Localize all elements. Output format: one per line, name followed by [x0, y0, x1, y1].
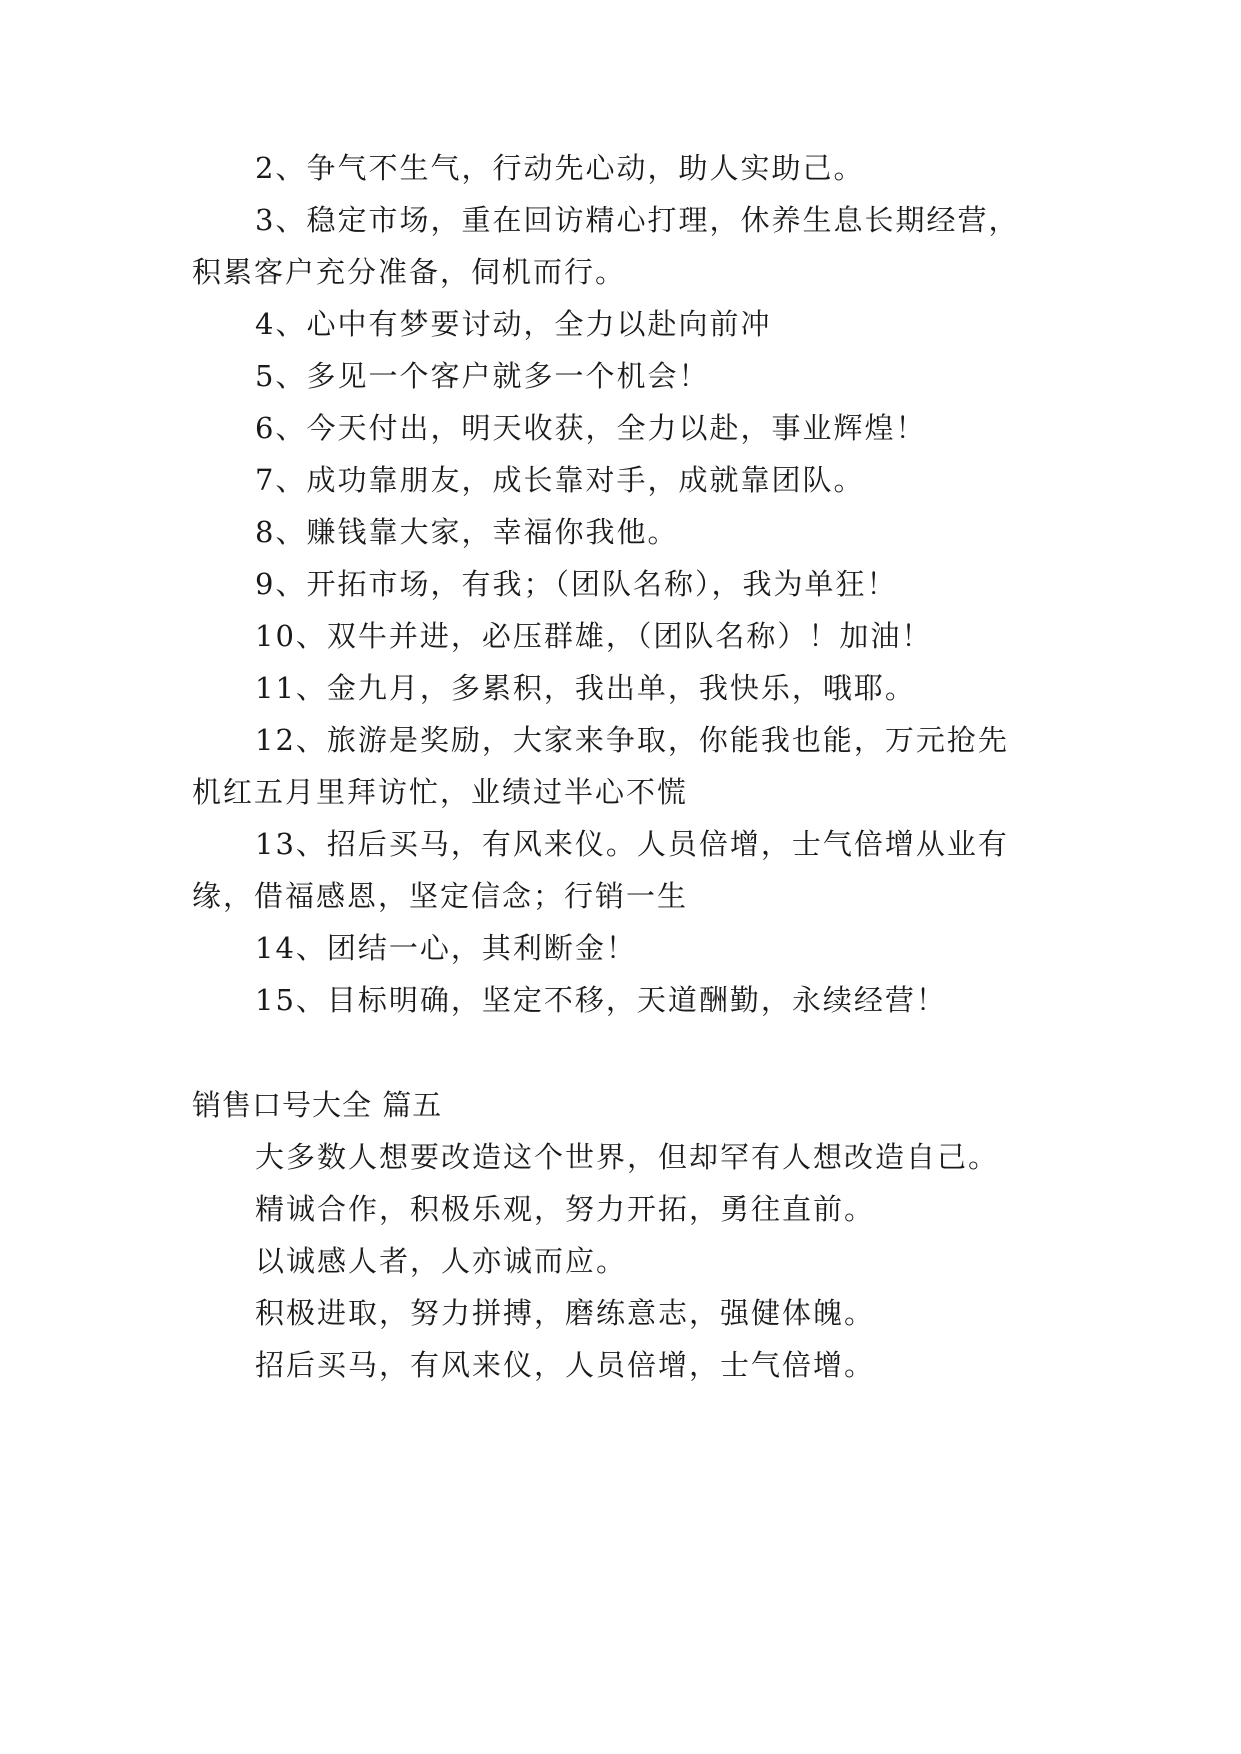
slogan-line-13-cont: 缘，借福感恩，坚定信念；行销一生: [192, 879, 689, 913]
slogan-line-12: 12、旅游是奖励，大家来争取，你能我也能，万元抢先: [255, 723, 1009, 757]
slogan-line-6: 6、今天付出，明天收获，全力以赴，事业辉煌！: [255, 411, 927, 445]
slogan-line-14: 14、团结一心，其利断金！: [255, 931, 637, 965]
section-heading: 销售口号大全 篇五: [192, 1088, 443, 1122]
section-line-5: 招后买马，有风来仪，人员倍增，士气倍增。: [255, 1348, 876, 1382]
slogan-line-7: 7、成功靠朋友，成长靠对手，成就靠团队。: [255, 463, 865, 497]
slogan-line-13: 13、招后买马，有风来仪。人员倍增，士气倍增从业有: [255, 827, 1009, 861]
slogan-line-9: 9、开拓市场，有我；（团队名称），我为单狂！: [255, 567, 898, 601]
slogan-line-11: 11、金九月，多累积，我出单，我快乐，哦耶。: [255, 671, 916, 705]
section-line-2: 精诚合作，积极乐观，努力开拓，勇往直前。: [255, 1192, 876, 1226]
slogan-line-15: 15、目标明确，坚定不移，天道酬勤，永续经营！: [255, 983, 947, 1017]
slogan-line-4: 4、心中有梦要讨动，全力以赴向前冲: [255, 307, 772, 341]
slogan-line-10: 10、双牛并进，必压群雄，（团队名称）！加油！: [255, 619, 933, 653]
section-line-3: 以诚感人者，人亦诚而应。: [255, 1244, 628, 1278]
section-line-1: 大多数人想要改造这个世界，但却罕有人想改造自己。: [255, 1140, 1000, 1174]
section-line-4: 积极进取，努力拼搏，磨练意志，强健体魄。: [255, 1296, 876, 1330]
slogan-line-3-cont: 积累客户充分准备，伺机而行。: [192, 255, 627, 289]
slogan-line-2: 2、争气不生气，行动先心动，助人实助己。: [255, 151, 865, 185]
slogan-line-5: 5、多见一个客户就多一个机会！: [255, 359, 710, 393]
slogan-line-8: 8、赚钱靠大家，幸福你我他。: [255, 515, 679, 549]
slogan-line-3: 3、稳定市场，重在回访精心打理，休养生息长期经营，: [255, 203, 1020, 237]
slogan-line-12-cont: 机红五月里拜访忙，业绩过半心不慌: [192, 775, 689, 809]
